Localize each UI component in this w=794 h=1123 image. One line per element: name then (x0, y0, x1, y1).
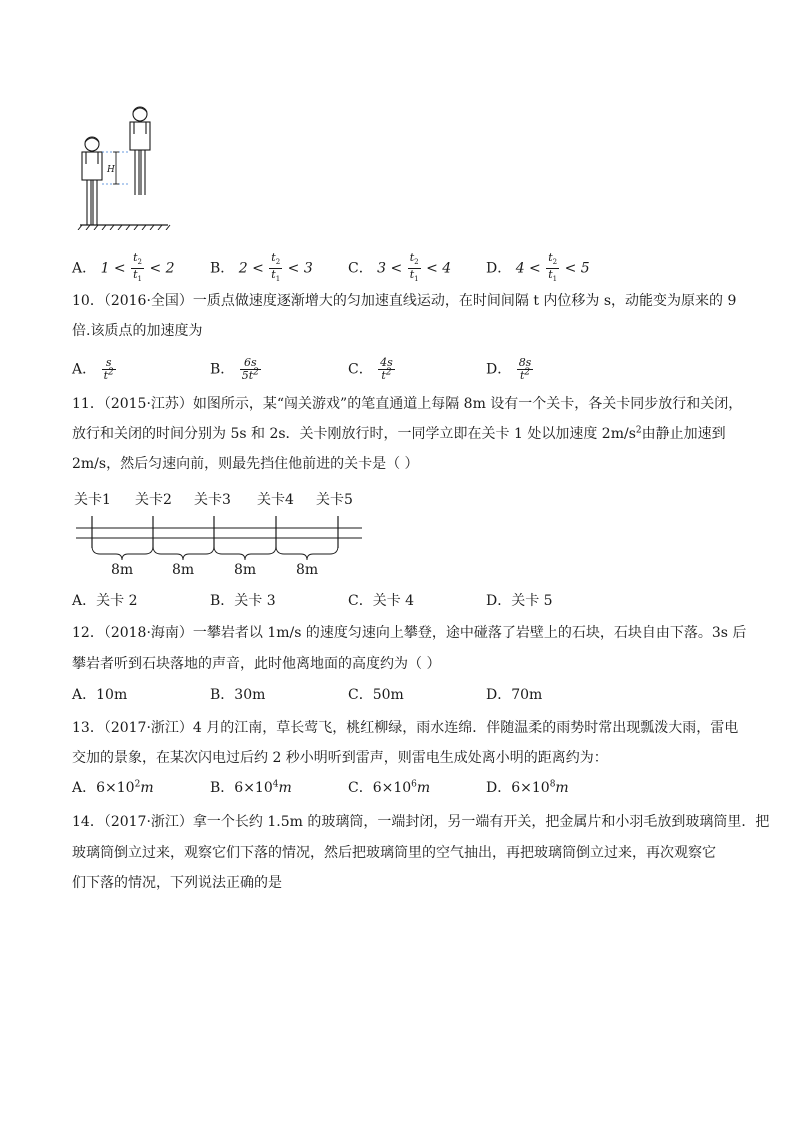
q12-option-a[interactable] (72, 685, 127, 705)
option-letter: D． (486, 361, 512, 378)
q9-option-d[interactable] (486, 252, 590, 285)
checkpoint-label-1: 关卡1 (74, 492, 111, 508)
option-letter: B． (210, 260, 235, 277)
spacing-label-4: 8m (296, 562, 319, 578)
spacing-brace-3 (214, 546, 276, 560)
option-text: 关卡 3 (234, 593, 276, 609)
spacing-label-1: 8m (111, 562, 134, 578)
option-letter: B． (210, 593, 235, 609)
q9-option-c[interactable] (348, 252, 451, 285)
expr-left: 1 < (100, 260, 126, 277)
q13-option-d[interactable]: D．$6\times 10^8m$ (486, 779, 569, 796)
q9-option-b[interactable] (210, 252, 313, 285)
option-letter: B． (210, 780, 235, 796)
q11-option-c[interactable] (348, 591, 414, 611)
q13-line-2: 交加的景象，在某次闪电过后约 2 秒小明听到雷声，则雷电生成处离小明的距离约为： (72, 750, 608, 766)
option-text: 70m (511, 687, 543, 703)
option-letter: D． (486, 780, 512, 796)
option-text: 关卡 5 (511, 593, 553, 609)
jump-figure (72, 100, 172, 230)
option-letter: D． (486, 260, 512, 277)
expr-right: < 4 (426, 260, 452, 277)
checkpoint-label-4: 关卡4 (257, 492, 294, 508)
fraction: $\frac{t_2}{t_1}$ (409, 251, 419, 284)
q11-option-d[interactable] (486, 591, 553, 611)
option-letter: C． (348, 687, 373, 703)
option-text: 30m (234, 687, 266, 703)
q12-line-2: 攀岩者听到石块落地的声音，此时他离地面的高度约为（ ） (72, 656, 441, 672)
q13-option-a[interactable]: A．$6\times 10^2m$ (72, 779, 154, 796)
spacing-brace-4 (276, 546, 338, 560)
q12-option-c[interactable] (348, 685, 404, 705)
q11-option-a[interactable] (72, 591, 137, 611)
q11-line-3: 2m/s，然后匀速向前，则最先挡住他前进的关卡是（ ） (72, 456, 419, 472)
checkpoint-label-3: 关卡3 (194, 492, 231, 508)
q10-option-d[interactable] (486, 357, 534, 382)
option-text: 关卡 2 (96, 593, 138, 609)
expr-left: 4 < (515, 260, 541, 277)
option-letter: C． (348, 361, 373, 378)
q9-option-a[interactable] (72, 252, 175, 285)
q10-option-a[interactable] (72, 357, 117, 382)
option-letter: C． (348, 593, 373, 609)
q13-line-1: 13．（2017·浙江）4 月的江南，草长莺飞，桃红柳绿，雨水连绵．伴随温柔的雨势时常出现瓢泼大雨，雷电 (72, 720, 739, 736)
option-letter: A． (72, 361, 97, 378)
q11-option-b[interactable] (210, 591, 276, 611)
q10-option-b[interactable] (210, 357, 262, 382)
checkpoint-label-5: 关卡5 (316, 492, 353, 508)
q11-line-2: 放行和关闭的时间分别为 5s 和 2s．关卡刚放行时，一同学立即在关卡 1 处以加速度 $2m/s^2$由静止加速到 (72, 425, 726, 442)
option-letter: C． (348, 260, 373, 277)
spacing-label-3: 8m (234, 562, 257, 578)
q14-line-2: 玻璃筒倒立过来，观察它们下落的情况，然后把玻璃筒里的空气抽出，再把玻璃筒倒立过来，再次观察它 (72, 845, 716, 861)
q10-line-1: 10．（2016·全国）一质点做速度逐渐增大的匀加速直线运动，在时间间隔 t 内位移为 s，动能变为原来的 9 (72, 293, 737, 309)
q14-line-3: 们下落的情况，下列说法正确的是 (72, 875, 282, 891)
spacing-label-2: 8m (172, 562, 195, 578)
q11-line-1: 11．（2015·江苏）如图所示，某“闯关游戏”的笔直通道上每隔 8m 设有一个关卡，各关卡同步放行和关闭， (72, 396, 743, 412)
option-letter: B． (210, 687, 235, 703)
checkpoint-track-figure (72, 512, 372, 562)
fraction: $\frac{8s}{t^2}$ (518, 356, 532, 382)
fraction: $\frac{6s}{5t^2}$ (241, 356, 259, 382)
option-letter: C． (348, 780, 373, 796)
option-letter: A． (72, 593, 97, 609)
expr-right: < 3 (287, 260, 313, 277)
expr-left: 3 < (377, 260, 403, 277)
q12-line-1: 12．（2018·海南）一攀岩者以 1m/s 的速度匀速向上攀登，途中碰落了岩壁上的石块，石块自由下落。3s 后 (72, 625, 747, 641)
option-letter: D． (486, 687, 512, 703)
option-letter: A． (72, 780, 97, 796)
spacing-brace-2 (153, 546, 214, 560)
option-text: 50m (372, 687, 404, 703)
option-letter: A． (72, 687, 97, 703)
q12-option-d[interactable] (486, 685, 542, 705)
option-letter: D． (486, 593, 512, 609)
expr-left: 2 < (238, 260, 264, 277)
fraction: $\frac{4s}{t^2}$ (380, 356, 393, 382)
q13-option-b[interactable]: B．$6\times 10^4m$ (210, 779, 292, 796)
option-letter: A． (72, 260, 97, 277)
q14-line-1: 14．（2017·浙江）拿一个长约 1.5m 的玻璃筒，一端封闭，另一端有开关，把金属片和小羽毛放到玻璃筒里．把 (72, 814, 770, 830)
option-letter: B． (210, 361, 235, 378)
option-text: 关卡 4 (372, 593, 415, 609)
q12-option-b[interactable] (210, 685, 265, 705)
q10-line-2: 倍.该质点的加速度为 (72, 323, 203, 339)
q10-option-c[interactable] (348, 357, 396, 382)
option-text: 10m (96, 687, 128, 703)
checkpoint-label-2: 关卡2 (135, 492, 172, 508)
expr-right: < 2 (149, 260, 175, 277)
fraction: $\frac{t_2}{t_1}$ (133, 251, 143, 284)
height-label-H: H (107, 165, 115, 175)
fraction: $\frac{t_2}{t_1}$ (548, 251, 558, 284)
fraction: $\frac{t_2}{t_1}$ (271, 251, 281, 284)
fraction: $\frac{s}{t^2}$ (103, 356, 114, 382)
expr-right: < 5 (564, 260, 590, 277)
spacing-brace-1 (92, 546, 153, 560)
q13-option-c[interactable]: C．$6\times 10^6m$ (348, 779, 431, 796)
